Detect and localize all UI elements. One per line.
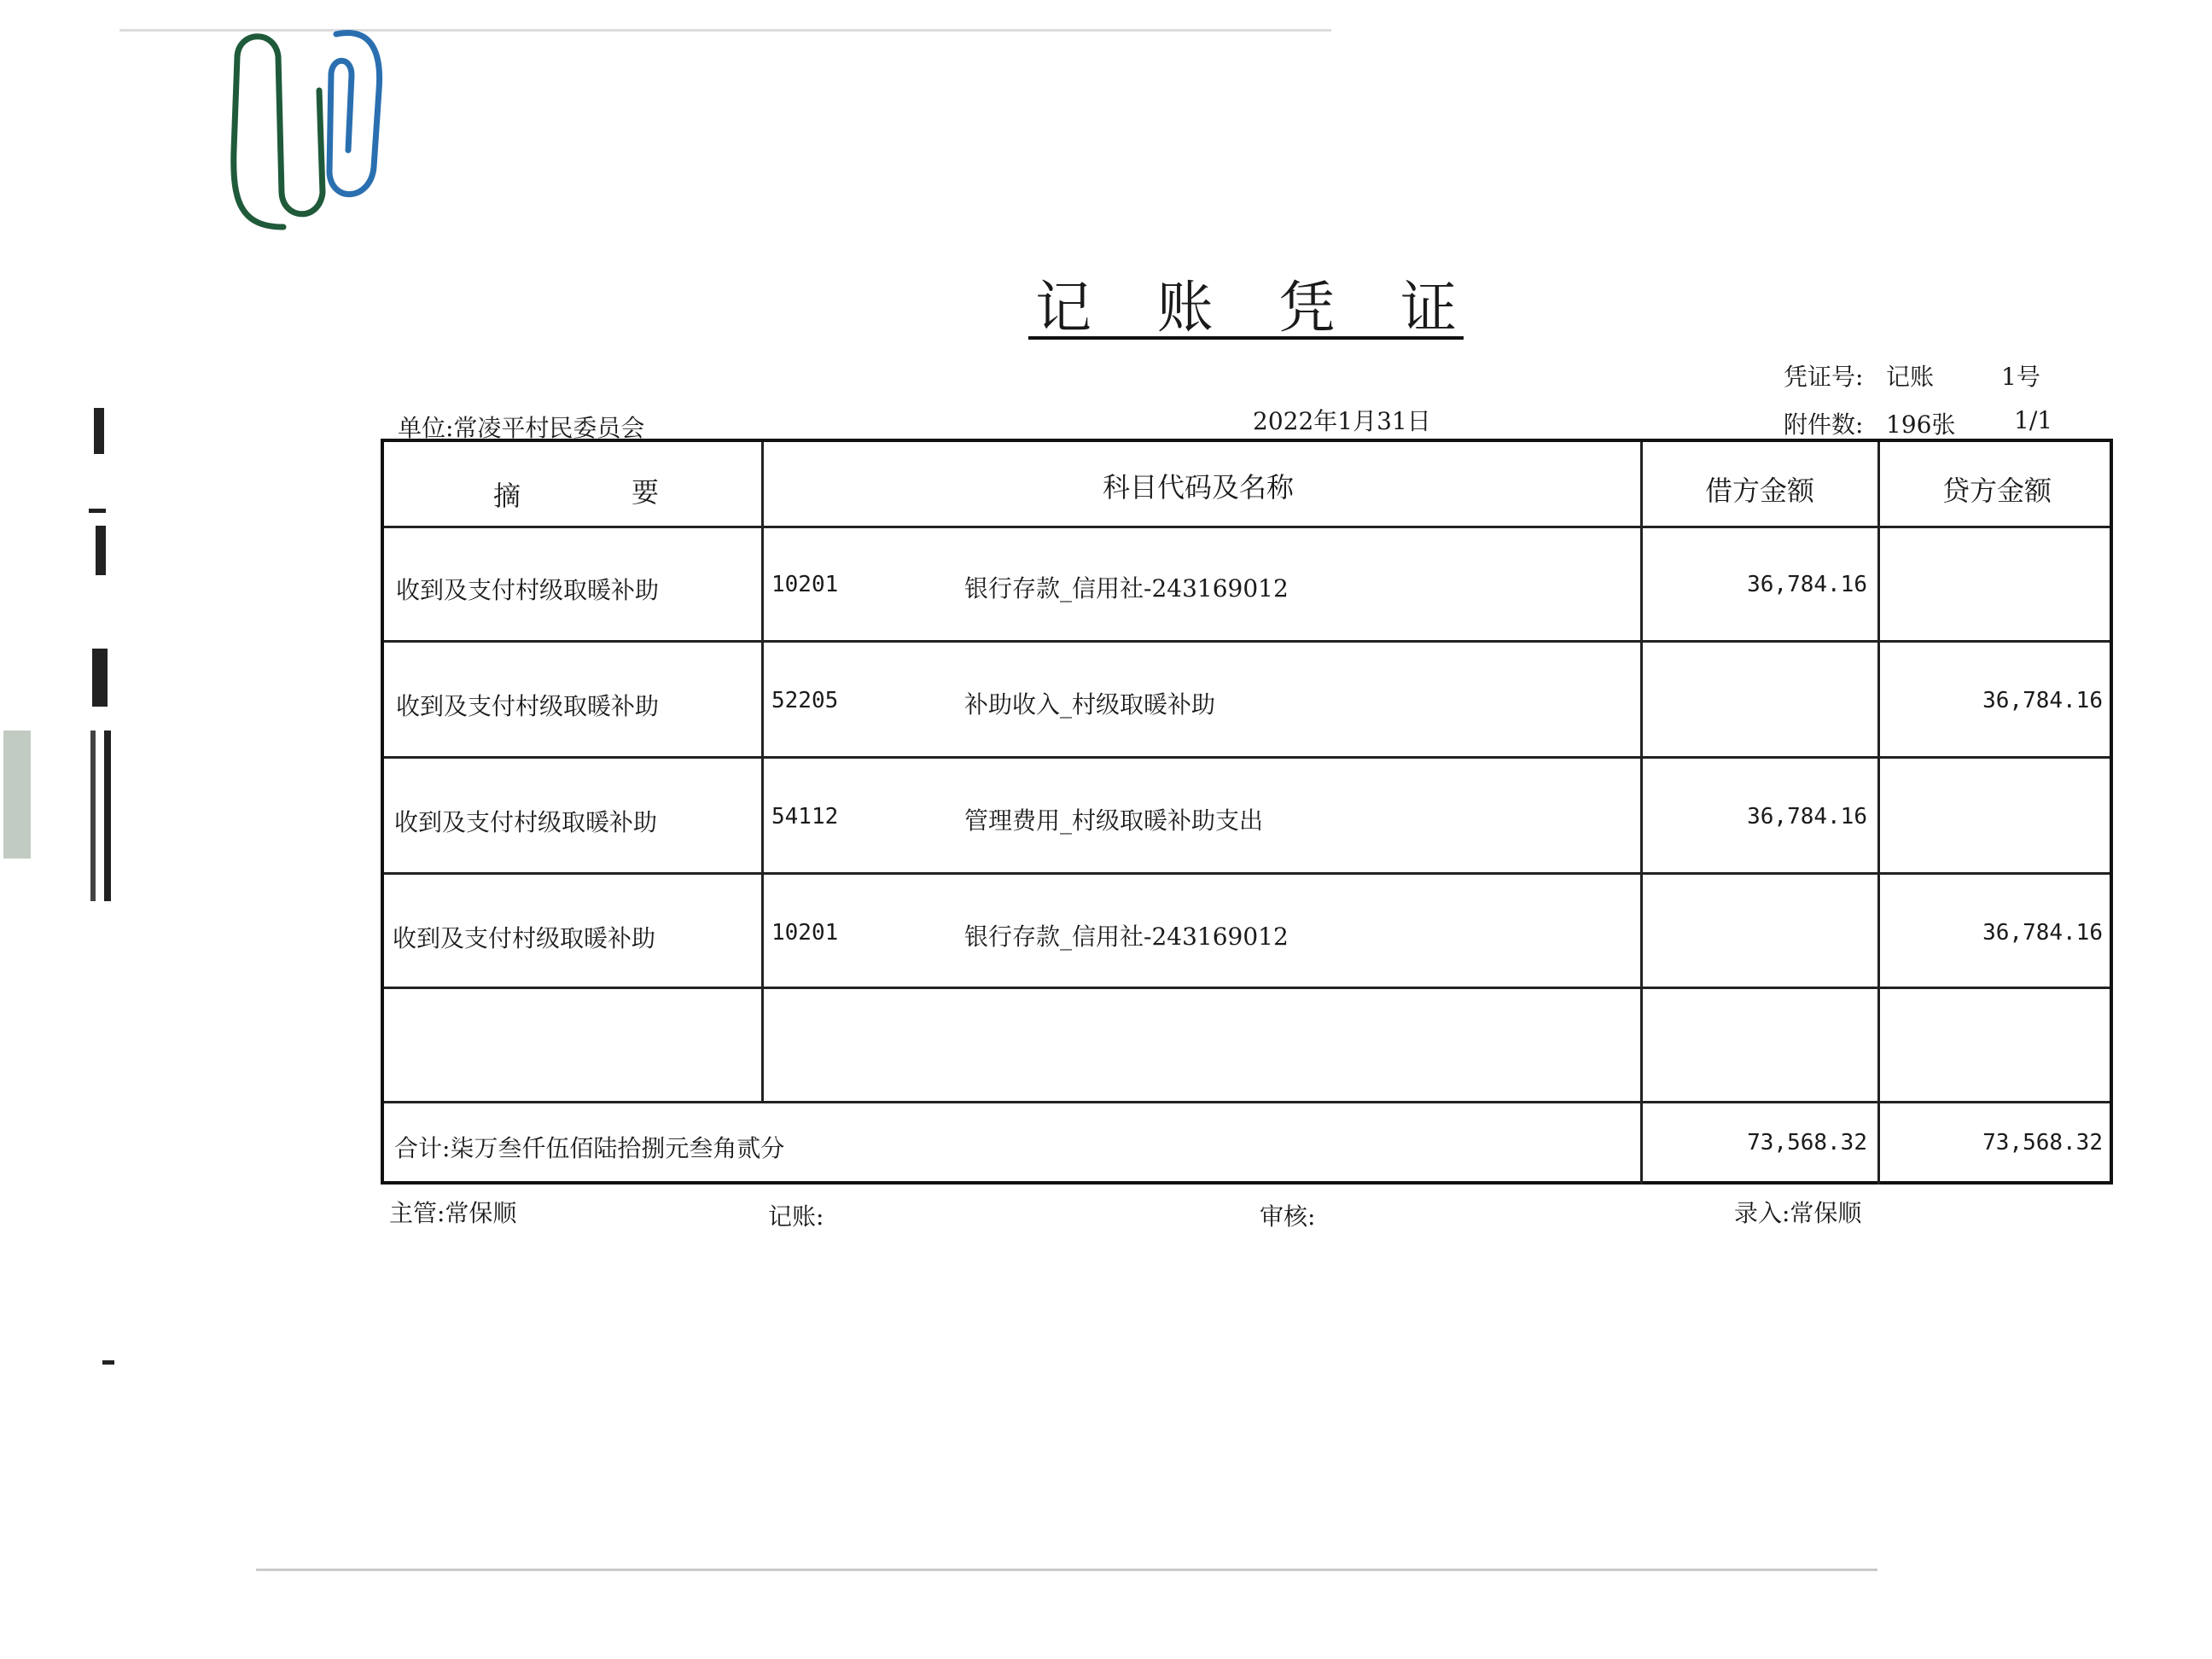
binding-mark — [89, 509, 106, 513]
voucher-no: 1号 — [2001, 363, 2040, 391]
row-account-code: 54112 — [771, 804, 839, 830]
binding-mark — [92, 649, 108, 707]
voucher-no-label: 凭证号: — [1784, 363, 1864, 391]
total-amount-in-words: 合计:柒万叁仟伍佰陆拾捌元叁角贰分 — [394, 1134, 785, 1162]
row-credit: 36,784.16 — [1982, 920, 2103, 946]
row-divider — [384, 526, 2110, 528]
header-summary-1: 摘 — [493, 480, 521, 512]
total-credit: 73,568.32 — [1982, 1130, 2103, 1155]
row-account-code: 52205 — [771, 688, 839, 713]
binding-mark — [90, 731, 96, 901]
row-summary: 收到及支付村级取暖补助 — [393, 924, 656, 952]
attachments-label: 附件数: — [1784, 410, 1864, 439]
binding-mark — [102, 1360, 114, 1365]
row-divider — [384, 640, 2110, 643]
total-debit: 73,568.32 — [1747, 1130, 1867, 1155]
title-char: 账 — [1156, 275, 1214, 341]
row-debit: 36,784.16 — [1747, 804, 1867, 830]
row-account-name: 银行存款_信用社-243169012 — [964, 923, 1289, 951]
binding-mark — [3, 731, 31, 859]
scan-edge-bottom — [256, 1569, 1877, 1571]
col-divider — [1877, 442, 1880, 1185]
voucher-table — [381, 439, 2113, 1185]
title-char: 记 — [1035, 275, 1091, 341]
signature-entry: 录入:常保顺 — [1734, 1199, 1862, 1227]
row-account-code: 10201 — [771, 572, 839, 597]
attachments-count: 196张 — [1886, 410, 1956, 439]
title-char: 证 — [1400, 275, 1457, 341]
row-account-name: 管理费用_村级取暖补助支出 — [964, 806, 1264, 835]
binding-mark — [104, 731, 111, 901]
row-credit: 36,784.16 — [1982, 688, 2103, 713]
unit-name: 单位:常凌平村民委员会 — [398, 414, 645, 442]
row-account-name: 银行存款_信用社-243169012 — [964, 574, 1289, 602]
voucher-type: 记账 — [1886, 363, 1935, 391]
voucher-title — [1028, 271, 1464, 340]
row-divider — [384, 872, 2110, 875]
row-summary: 收到及支付村级取暖补助 — [396, 692, 660, 720]
row-account-name: 补助收入_村级取暖补助 — [964, 690, 1216, 719]
header-summary-2: 要 — [632, 476, 660, 509]
header-account: 科目代码及名称 — [1103, 471, 1295, 504]
signature-bookkeeper: 记账: — [768, 1202, 824, 1231]
paper-clip-icon — [224, 22, 394, 244]
page-number: 1/1 — [2014, 406, 2053, 434]
row-account-code: 10201 — [771, 920, 839, 946]
row-divider — [384, 1101, 2110, 1103]
header-debit: 借方金额 — [1705, 474, 1815, 507]
row-summary: 收到及支付村级取暖补助 — [394, 808, 658, 836]
col-divider — [761, 442, 764, 1103]
row-summary: 收到及支付村级取暖补助 — [396, 576, 660, 604]
binding-mark — [94, 408, 104, 454]
row-debit: 36,784.16 — [1747, 572, 1867, 597]
col-divider — [1640, 442, 1643, 1185]
header-credit: 贷方金额 — [1942, 474, 2052, 507]
title-char: 凭 — [1278, 275, 1336, 341]
signature-reviewer: 审核: — [1260, 1202, 1316, 1231]
signature-supervisor: 主管:常保顺 — [389, 1199, 517, 1227]
voucher-date: 2022年1月31日 — [1253, 407, 1431, 435]
row-divider — [384, 756, 2110, 759]
row-divider — [384, 987, 2110, 989]
binding-mark — [96, 526, 106, 575]
